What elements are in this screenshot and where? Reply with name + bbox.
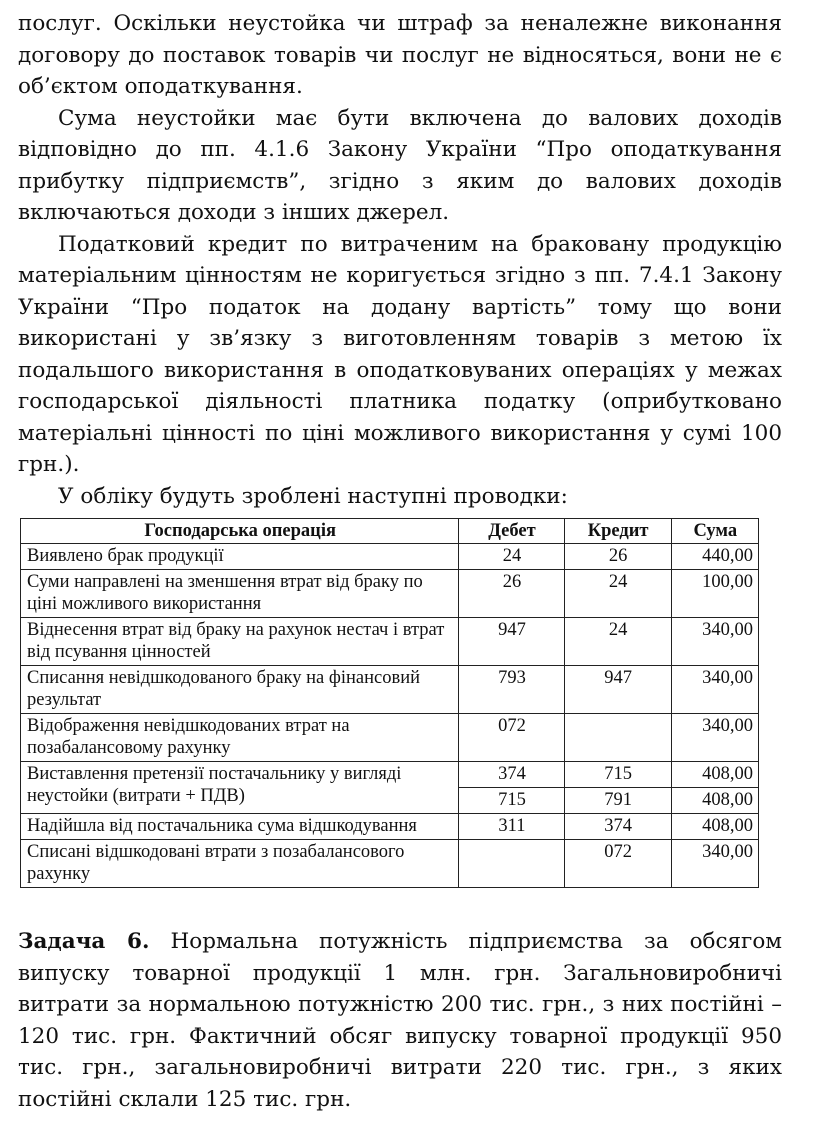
table-header-row — [21, 519, 759, 544]
credit-cell: 24 — [564, 618, 671, 666]
table-row — [21, 618, 759, 666]
sum-cell: 340,00 — [671, 666, 758, 714]
debit-cell: 715 — [459, 788, 564, 814]
credit-cell: 24 — [564, 570, 671, 618]
task-6-paragraph — [18, 926, 782, 1115]
paragraph-gross-income: Сума неустойки має бути включена до валових доходів відповідно до пп. 4.1.6 Закону України “Про оподаткування прибутку підприємств”, згідно з яким до валових доходів включаються доходи з інших джерел. — [18, 105, 782, 225]
operation-cell: Надійшла від постачальника сума відшкодування — [21, 814, 459, 840]
sum-cell: 340,00 — [671, 714, 758, 762]
table-row — [21, 714, 759, 762]
header-operation: Господарська операція — [21, 519, 459, 544]
accounting-entries-table — [20, 518, 759, 888]
header-credit: Кредит — [564, 519, 671, 544]
operation-cell: Списання невідшкодованого браку на фінансовий результат — [21, 666, 459, 714]
debit-cell: 24 — [459, 544, 564, 570]
operation-cell: Відображення невідшкодованих втрат на позабалансовому рахунку — [21, 714, 459, 762]
debit-cell — [459, 840, 564, 888]
sum-cell: 340,00 — [671, 618, 758, 666]
debit-cell: 793 — [459, 666, 564, 714]
table-row — [21, 762, 759, 788]
document-page — [18, 8, 782, 1115]
paragraph-tax-credit: Податковий кредит по витраченим на браковану продукцію матеріальним цінностям не коригується згідно з пп. 7.4.1 Закону України “Про податок на додану вартість” тому що вони використані у зв’язку з виготовленням товарів з метою їх подальшого використання в оподатковуваних операціях у межах господарської діяльності платника податку (оприбутковано матеріальні цінності по ціні можливого використання у сумі 100 грн.). — [18, 231, 782, 477]
paragraph-vat-penalty: послуг. Оскільки неустойка чи штраф за неналежне виконання договору до поставок товарів чи послуг не відносяться, вони не є об’єктом оподаткування. — [18, 11, 782, 99]
sum-cell: 100,00 — [671, 570, 758, 618]
sum-cell: 440,00 — [671, 544, 758, 570]
paragraph-entries-intro: У обліку будуть зроблені наступні проводки: — [58, 483, 568, 509]
sum-cell: 340,00 — [671, 840, 758, 888]
debit-cell: 26 — [459, 570, 564, 618]
header-debit: Дебет — [459, 519, 564, 544]
operation-cell: Списані відшкодовані втрати з позабалансового рахунку — [21, 840, 459, 888]
table-row — [21, 544, 759, 570]
operation-cell: Суми направлені на зменшення втрат від браку по ціні можливого використання — [21, 570, 459, 618]
table-row — [21, 666, 759, 714]
table-row — [21, 814, 759, 840]
sum-cell: 408,00 — [671, 788, 758, 814]
debit-cell: 311 — [459, 814, 564, 840]
operation-cell: Виставлення претензії постачальнику у вигляді неустойки (витрати + ПДВ) — [21, 762, 459, 814]
credit-cell: 715 — [564, 762, 671, 788]
credit-cell: 26 — [564, 544, 671, 570]
credit-cell: 072 — [564, 840, 671, 888]
credit-cell: 374 — [564, 814, 671, 840]
credit-cell: 791 — [564, 788, 671, 814]
operation-cell: Виявлено брак продукції — [21, 544, 459, 570]
debit-cell: 072 — [459, 714, 564, 762]
table-row — [21, 840, 759, 888]
operation-cell: Віднесення втрат від браку на рахунок нестач і втрат від псування цінностей — [21, 618, 459, 666]
sum-cell: 408,00 — [671, 814, 758, 840]
table-row — [21, 570, 759, 618]
task-text: Нормальна потужність підприємства за обсягом випуску товарної продукції 1 млн. грн. Загальновиробничі витрати за нормальною потужністю 200 тис. грн., з них постійні – 120 тис. грн. Фактичний обсяг випуску товарної продукції 950 тис. грн., загальновиробничі витрати 220 тис. грн., з яких постійні склали 125 тис. грн. — [18, 929, 782, 1112]
task-label: Задача 6. — [18, 929, 150, 954]
header-sum: Сума — [671, 519, 758, 544]
credit-cell — [564, 714, 671, 762]
credit-cell: 947 — [564, 666, 671, 714]
debit-cell: 374 — [459, 762, 564, 788]
sum-cell: 408,00 — [671, 762, 758, 788]
debit-cell: 947 — [459, 618, 564, 666]
